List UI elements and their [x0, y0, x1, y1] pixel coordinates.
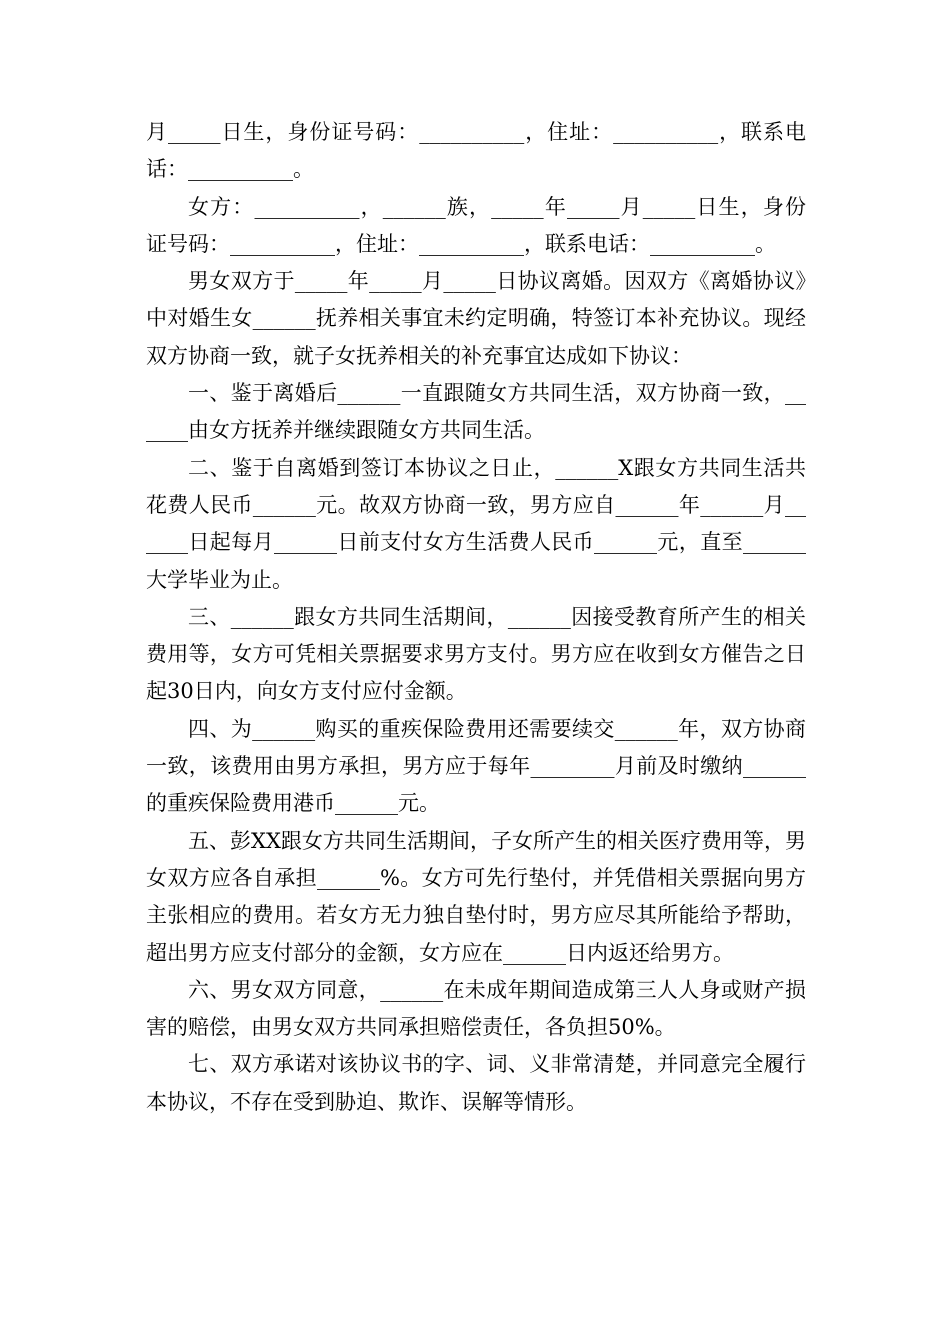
- paragraph-preamble: 男女双方于_____年_____月_____日协议离婚。因双方《离婚协议》中对婚生女______抚养相关事宜未约定明确，特签订本补充协议。现经双方协商一致，就子女抚养相关的补充事宜达成如下协议：: [146, 269, 806, 368]
- document-page: [146, 114, 806, 1121]
- paragraph-female-party: 女方：__________，______族，_____年_____月_____日生，身份证号码：__________，住址：__________，联系电话：__________。: [146, 194, 806, 256]
- clause-1: 一、鉴于离婚后______一直跟随女方共同生活，双方协商一致，______由女方抚养并继续跟随女方共同生活。: [146, 381, 806, 443]
- clause-6: 六、男女双方同意，______在未成年期间造成第三人人身或财产损害的赔偿，由男女双方共同承担赔偿责任，各负担50%。: [146, 977, 806, 1040]
- paragraph-contact-continued: 月_____日生，身份证号码：__________，住址：__________，联系电话：__________。: [146, 120, 806, 182]
- clause-3: 三、______跟女方共同生活期间，______因接受教育所产生的相关费用等，女方可凭相关票据要求男方支付。男方应在收到女方催告之日起30日内，向女方支付应付金额。: [146, 604, 806, 704]
- clause-2: 二、鉴于自离婚到签订本协议之日止，______X跟女方共同生活共花费人民币______元。故双方协商一致，男方应自______年______月______日起每月______日前支付女方生活费人民币______元，直至______大学毕业为止。: [146, 455, 806, 592]
- clause-5: 五、彭XX跟女方共同生活期间，子女所产生的相关医疗费用等，男女双方应各自承担______%。女方可先行垫付，并凭借相关票据向男方主张相应的费用。若女方无力独自垫付时，男方应尽其所能给予帮助，超出男方应支付部分的金额，女方应在______日内返还给男方。: [146, 828, 806, 965]
- clause-4: 四、为______购买的重疾保险费用还需要续交______年，双方协商一致，该费用由男方承担，男方应于每年________月前及时缴纳______的重疾保险费用港币______元。: [146, 716, 806, 816]
- clause-7: 七、双方承诺对该协议书的字、词、义非常清楚，并同意完全履行本协议，不存在受到胁迫、欺诈、误解等情形。: [146, 1052, 806, 1114]
